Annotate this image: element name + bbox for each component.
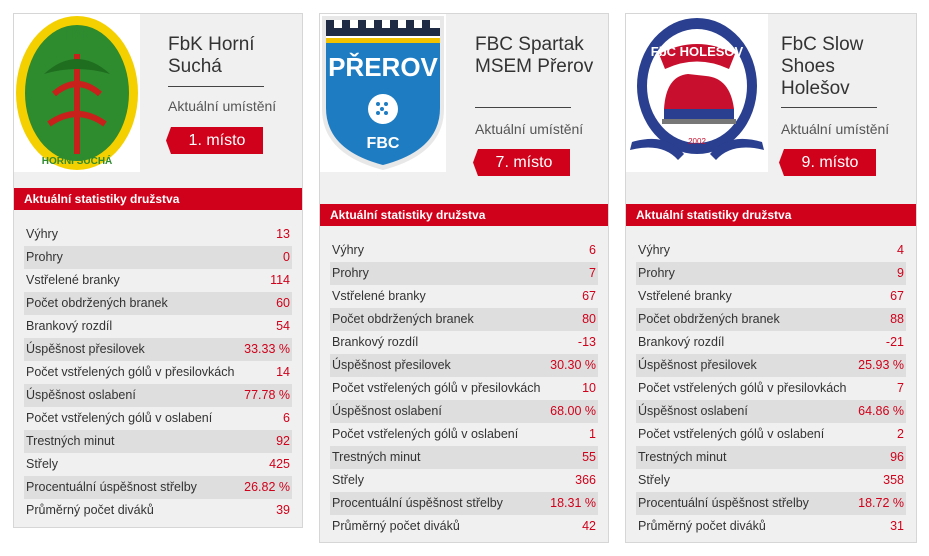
team-logo bbox=[14, 14, 140, 172]
stat-label: Počet obdržených branek bbox=[26, 296, 168, 310]
team-card-prerov bbox=[319, 13, 609, 543]
stat-value: 13 bbox=[276, 227, 290, 241]
stat-label: Úspěšnost přesilovek bbox=[26, 342, 145, 356]
stat-row bbox=[330, 492, 598, 515]
stat-value: 54 bbox=[276, 319, 290, 333]
stats-header: Aktuální statistiky družstva bbox=[320, 204, 608, 226]
position-badge: 9. místo bbox=[784, 149, 876, 176]
stat-value: 4 bbox=[897, 243, 904, 257]
stat-value: 14 bbox=[276, 365, 290, 379]
stat-value: 68.00 % bbox=[550, 404, 596, 418]
stat-row bbox=[636, 469, 906, 492]
stat-value: 10 bbox=[582, 381, 596, 395]
position-badge: 1. místo bbox=[171, 127, 263, 154]
stat-value: 18.72 % bbox=[858, 496, 904, 510]
stat-row bbox=[24, 499, 292, 522]
stat-label: Trestných minut bbox=[26, 434, 115, 448]
stat-label: Úspěšnost přesilovek bbox=[638, 358, 757, 372]
stat-label: Úspěšnost oslabení bbox=[26, 388, 136, 402]
stat-label: Střely bbox=[638, 473, 670, 487]
stat-label: Průměrný počet diváků bbox=[26, 503, 154, 517]
stat-row bbox=[636, 308, 906, 331]
stat-value: 18.31 % bbox=[550, 496, 596, 510]
logo-text-top: FbC HOLEŠOV bbox=[650, 44, 744, 59]
stat-row bbox=[24, 292, 292, 315]
stats-list bbox=[636, 239, 906, 538]
stat-value: 425 bbox=[269, 457, 290, 471]
stat-value: 39 bbox=[276, 503, 290, 517]
logo-text-bottom: FBC bbox=[366, 135, 400, 152]
stat-row bbox=[636, 423, 906, 446]
stat-label: Průměrný počet diváků bbox=[332, 519, 460, 533]
stat-row bbox=[330, 239, 598, 262]
stat-label: Vstřelené branky bbox=[26, 273, 120, 287]
stat-label: Trestných minut bbox=[332, 450, 421, 464]
stat-row bbox=[330, 469, 598, 492]
stat-value: 67 bbox=[890, 289, 904, 303]
stat-label: Střely bbox=[26, 457, 58, 471]
stat-row bbox=[636, 446, 906, 469]
stat-label: Úspěšnost oslabení bbox=[638, 404, 748, 418]
stat-value: 0 bbox=[283, 250, 290, 264]
stat-row bbox=[636, 492, 906, 515]
stats-header: Aktuální statistiky družstva bbox=[14, 188, 302, 210]
stat-label: Počet vstřelených gólů v přesilovkách bbox=[332, 381, 541, 395]
stat-value: -13 bbox=[577, 335, 596, 349]
stat-value: 60 bbox=[276, 296, 290, 310]
divider bbox=[168, 86, 264, 87]
stat-value: 2 bbox=[897, 427, 904, 441]
stat-value: 64.86 % bbox=[858, 404, 904, 418]
stats-list bbox=[330, 239, 598, 538]
divider bbox=[475, 107, 571, 108]
logo-year: 2002 bbox=[688, 137, 706, 146]
stat-value: 80 bbox=[582, 312, 596, 326]
logo-text-top: FbK bbox=[63, 25, 91, 41]
stat-label: Počet vstřelených gólů v oslabení bbox=[638, 427, 825, 441]
stat-label: Procentuální úspěšnost střelby bbox=[332, 496, 503, 510]
stat-row bbox=[24, 315, 292, 338]
stat-row bbox=[330, 400, 598, 423]
stat-label: Brankový rozdíl bbox=[332, 335, 419, 349]
stat-label: Výhry bbox=[26, 227, 58, 241]
stat-value: 7 bbox=[589, 266, 596, 280]
stat-row bbox=[24, 361, 292, 384]
position-label: Aktuální umístění bbox=[168, 98, 277, 114]
stat-label: Počet obdržených branek bbox=[332, 312, 474, 326]
stat-row bbox=[24, 223, 292, 246]
stat-label: Procentuální úspěšnost střelby bbox=[638, 496, 809, 510]
stat-value: 6 bbox=[283, 411, 290, 425]
stat-value: 55 bbox=[582, 450, 596, 464]
stat-value: 30.30 % bbox=[550, 358, 596, 372]
stat-label: Výhry bbox=[332, 243, 364, 257]
stat-row bbox=[24, 430, 292, 453]
stat-label: Brankový rozdíl bbox=[638, 335, 725, 349]
stats-header: Aktuální statistiky družstva bbox=[626, 204, 916, 226]
stat-label: Úspěšnost oslabení bbox=[332, 404, 442, 418]
team-card-horni-sucha bbox=[13, 13, 303, 528]
stat-row bbox=[330, 308, 598, 331]
stats-list bbox=[24, 223, 292, 522]
position-label: Aktuální umístění bbox=[781, 121, 890, 137]
stat-row bbox=[636, 239, 906, 262]
stat-label: Trestných minut bbox=[638, 450, 727, 464]
stat-row bbox=[24, 338, 292, 361]
stat-row bbox=[330, 423, 598, 446]
stat-label: Počet vstřelených gólů v přesilovkách bbox=[26, 365, 235, 379]
stat-value: 6 bbox=[589, 243, 596, 257]
team-card-holesov bbox=[625, 13, 917, 543]
stat-row bbox=[636, 400, 906, 423]
stat-value: 33.33 % bbox=[244, 342, 290, 356]
divider bbox=[781, 107, 877, 108]
stat-row bbox=[24, 407, 292, 430]
stat-value: 67 bbox=[582, 289, 596, 303]
stat-row bbox=[24, 269, 292, 292]
stat-label: Počet vstřelených gólů v oslabení bbox=[26, 411, 213, 425]
stat-row bbox=[636, 331, 906, 354]
stat-row bbox=[24, 384, 292, 407]
stat-value: 25.93 % bbox=[858, 358, 904, 372]
stat-value: 114 bbox=[270, 273, 290, 287]
stat-label: Průměrný počet diváků bbox=[638, 519, 766, 533]
stat-label: Úspěšnost přesilovek bbox=[332, 358, 451, 372]
stat-label: Počet vstřelených gólů v oslabení bbox=[332, 427, 519, 441]
stat-label: Výhry bbox=[638, 243, 670, 257]
stat-row bbox=[636, 515, 906, 538]
stat-value: 92 bbox=[276, 434, 290, 448]
stat-value: 366 bbox=[575, 473, 596, 487]
stat-value: 96 bbox=[890, 450, 904, 464]
stat-row bbox=[330, 515, 598, 538]
stat-row bbox=[636, 354, 906, 377]
stat-row bbox=[330, 262, 598, 285]
stat-label: Vstřelené branky bbox=[638, 289, 732, 303]
stat-label: Prohry bbox=[332, 266, 369, 280]
stat-row bbox=[24, 476, 292, 499]
position-badge: 7. místo bbox=[478, 149, 570, 176]
stat-label: Počet vstřelených gólů v přesilovkách bbox=[638, 381, 847, 395]
stat-row bbox=[24, 246, 292, 269]
team-name: FbC Slow Shoes Holešov bbox=[781, 34, 864, 99]
stat-label: Vstřelené branky bbox=[332, 289, 426, 303]
stat-value: 7 bbox=[897, 381, 904, 395]
stat-row bbox=[330, 285, 598, 308]
stat-value: -21 bbox=[885, 335, 904, 349]
stat-label: Prohry bbox=[638, 266, 675, 280]
team-name: FBC Spartak MSEM Přerov bbox=[475, 34, 594, 77]
stat-label: Počet obdržených branek bbox=[638, 312, 780, 326]
stat-row bbox=[330, 354, 598, 377]
stat-value: 77.78 % bbox=[244, 388, 290, 402]
stat-row bbox=[330, 377, 598, 400]
stat-value: 26.82 % bbox=[244, 480, 290, 494]
stat-value: 9 bbox=[897, 266, 904, 280]
stat-label: Brankový rozdíl bbox=[26, 319, 113, 333]
position-label: Aktuální umístění bbox=[475, 121, 584, 137]
stat-row bbox=[636, 262, 906, 285]
stat-row bbox=[636, 285, 906, 308]
team-logo bbox=[320, 14, 446, 172]
stat-row bbox=[330, 446, 598, 469]
stat-label: Střely bbox=[332, 473, 364, 487]
team-name: FbK Horní Suchá bbox=[168, 34, 255, 77]
logo-text-top: PŘEROV bbox=[328, 52, 438, 82]
stat-row bbox=[636, 377, 906, 400]
stat-value: 42 bbox=[582, 519, 596, 533]
stat-row bbox=[24, 453, 292, 476]
logo-text-bottom: HORNÍ SUCHÁ bbox=[41, 156, 113, 167]
stat-value: 358 bbox=[883, 473, 904, 487]
stat-value: 88 bbox=[890, 312, 904, 326]
team-logo bbox=[626, 14, 768, 172]
stat-row bbox=[330, 331, 598, 354]
stat-label: Prohry bbox=[26, 250, 63, 264]
stat-label: Procentuální úspěšnost střelby bbox=[26, 480, 197, 494]
stat-value: 1 bbox=[589, 427, 596, 441]
stat-value: 31 bbox=[890, 519, 904, 533]
